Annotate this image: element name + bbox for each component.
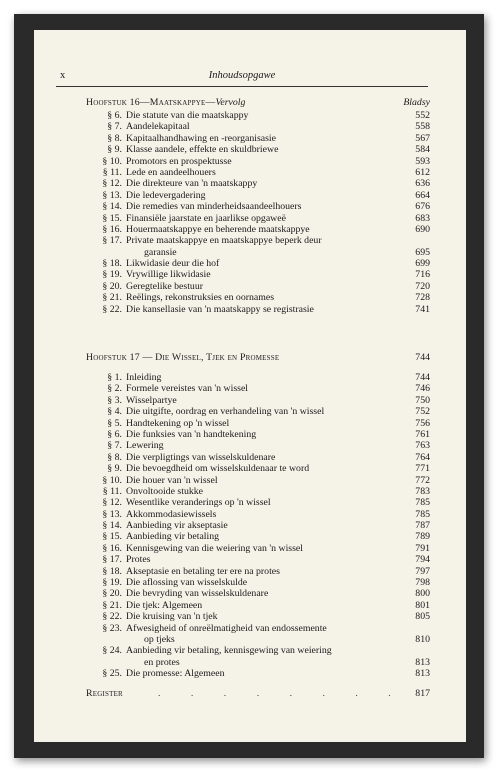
section-page: 813 <box>415 668 430 680</box>
section-number: § 13. <box>102 508 122 520</box>
chapter-17-entries <box>86 372 430 680</box>
toc-entry <box>86 121 430 132</box>
section-title: Die kruising van 'n tjek <box>126 611 218 623</box>
toc-entry <box>86 156 430 167</box>
section-number: § 14. <box>102 201 122 213</box>
section-page: 800 <box>415 588 430 600</box>
section-number: § 16. <box>102 542 122 554</box>
section-title: Akkommodasiewissels <box>126 508 217 520</box>
section-number: § 20. <box>102 588 122 600</box>
section-title: Die tjek: Algemeen <box>126 599 203 611</box>
toc-entry <box>86 110 430 121</box>
toc-entry <box>86 372 430 383</box>
section-title: Inleiding <box>126 372 162 383</box>
toc-entry <box>86 235 430 246</box>
section-page: 584 <box>415 144 430 156</box>
section-number: § 23. <box>102 622 122 634</box>
section-title: garansie <box>144 246 177 258</box>
section-number: § 4. <box>107 406 122 418</box>
toc-entry <box>86 600 430 611</box>
section-page: 746 <box>415 383 430 395</box>
section-page: 741 <box>415 303 430 315</box>
section-page: 750 <box>415 394 430 406</box>
section-number: § 12. <box>102 178 122 190</box>
running-head <box>56 72 428 87</box>
section-number: § 10. <box>102 474 122 486</box>
section-number: § 25. <box>102 668 122 680</box>
toc-entry <box>86 486 430 497</box>
toc-entry <box>86 634 430 645</box>
register-entry: Register . . . . . . . . 817 <box>86 688 430 699</box>
chapter-17-heading <box>86 352 430 363</box>
section-title: Die bevoegdheid om wisselskuldenaar te word <box>126 463 310 475</box>
section-title: Aanbieding vir akseptasie <box>126 520 228 532</box>
section-title: Wesentlike veranderings op 'n wissel <box>126 497 271 509</box>
toc-entry <box>86 190 430 201</box>
section-number: § 7. <box>107 440 122 452</box>
toc-entry <box>86 292 430 303</box>
section-title: Die direkteure van 'n maatskappy <box>126 178 258 190</box>
toc-entry <box>86 577 430 588</box>
toc-entry <box>86 395 430 406</box>
section-page: 683 <box>415 212 430 224</box>
section-page: 699 <box>415 258 430 270</box>
section-number: § 22. <box>102 611 122 623</box>
section-title: Akseptasie en betaling ter ere na protes <box>126 565 280 577</box>
toc-entry <box>86 133 430 144</box>
toc-entry <box>86 543 430 554</box>
section-title: Protes <box>126 554 151 566</box>
section-page: 567 <box>415 132 430 144</box>
section-number: § 18. <box>102 565 122 577</box>
section-page: 783 <box>415 485 430 497</box>
section-page: 664 <box>415 189 430 201</box>
toc-entry <box>86 224 430 235</box>
section-page: 771 <box>415 463 430 475</box>
section-page: 558 <box>415 121 430 133</box>
toc-entry <box>86 178 430 189</box>
section-page: 787 <box>415 520 430 532</box>
section-number: § 9. <box>107 144 122 156</box>
toc-entry <box>86 213 430 224</box>
toc-entry <box>86 304 430 315</box>
toc-entry <box>86 406 430 417</box>
section-title: Finansiële jaarstate en jaarlikse opgaweë <box>126 212 286 224</box>
toc-entry <box>86 440 430 451</box>
section-title: Die verpligtings van wisselskuldenare <box>126 451 276 463</box>
section-page: 785 <box>415 508 430 520</box>
page-title: Inhoudsopgawe <box>208 70 276 81</box>
section-title: Die kansellasie van 'n maatskappy se registrasie <box>126 303 314 315</box>
section-number: § 21. <box>102 599 122 611</box>
chapter-17-label: Hoofstuk 17 — Die Wissel, Tjek en Promesse <box>86 352 280 363</box>
toc-entry <box>86 566 430 577</box>
toc-entry <box>86 167 430 178</box>
toc-entry <box>86 258 430 269</box>
section-title: op tjeks <box>144 633 175 645</box>
section-title: Lewering <box>126 440 164 452</box>
section-number: § 19. <box>102 577 122 589</box>
toc-entry <box>86 144 430 155</box>
section-page: 810 <box>415 633 430 645</box>
section-page: 716 <box>415 269 430 281</box>
section-number: § 11. <box>102 485 122 497</box>
section-number: § 10. <box>102 155 122 167</box>
section-number: § 14. <box>102 520 122 532</box>
toc-entry <box>86 281 430 292</box>
section-page: 612 <box>415 166 430 178</box>
register-page: 817 <box>415 688 430 699</box>
toc-entry <box>86 520 430 531</box>
section-number: § 17. <box>102 235 122 247</box>
toc-entry <box>86 645 430 656</box>
page-number-roman: x <box>60 70 66 81</box>
section-page: 794 <box>415 554 430 566</box>
toc-entry <box>86 201 430 212</box>
section-title: Die houer van 'n wissel <box>126 474 218 486</box>
toc-entry <box>86 383 430 394</box>
section-page: 764 <box>415 451 430 463</box>
section-page: 636 <box>415 178 430 190</box>
toc-entry <box>86 623 430 634</box>
section-page: 789 <box>415 531 430 543</box>
chapter-16-label: Hoofstuk 16—Maatskappye— <box>86 97 216 108</box>
toc-entry <box>86 247 430 258</box>
section-number: § 8. <box>107 132 122 144</box>
section-title: Reëlings, rekonstruksies en oornames <box>126 292 275 304</box>
toc-entry <box>86 475 430 486</box>
section-page: 593 <box>415 155 430 167</box>
chapter-17-page: 744 <box>415 352 430 363</box>
section-title: Geregtelike bestuur <box>126 280 203 292</box>
section-page: 761 <box>415 428 430 440</box>
section-title: Vrywillige likwidasie <box>126 269 211 281</box>
section-title: Promotors en prospektusse <box>126 155 232 167</box>
section-page: 798 <box>415 577 430 589</box>
section-title: Houermaatskappye en beherende maatskappye <box>126 223 310 235</box>
section-title: Klasse aandele, effekte en skuldbriewe <box>126 144 279 156</box>
section-page: 763 <box>415 440 430 452</box>
toc-entry <box>86 269 430 280</box>
section-title: Die aflossing van wisselskulde <box>126 577 248 589</box>
toc-entry <box>86 497 430 508</box>
section-title: Die ledevergadering <box>126 189 206 201</box>
section-number: § 9. <box>107 463 122 475</box>
section-title: Formele vereistes van 'n wissel <box>126 383 249 395</box>
section-number: § 22. <box>102 303 122 315</box>
section-page: 552 <box>415 110 430 121</box>
section-title: Onvoltooide stukke <box>126 485 204 497</box>
toc-entry <box>86 509 430 520</box>
section-number: § 5. <box>107 417 122 429</box>
chapter-16-vervolg: Vervolg <box>215 97 246 108</box>
section-page: 801 <box>415 599 430 611</box>
toc-entry <box>86 418 430 429</box>
register-label: Register <box>86 688 123 699</box>
section-title: Handtekening op 'n wissel <box>126 417 230 429</box>
chapter-16-entries <box>86 110 430 315</box>
section-title: Die statute van die maatskappy <box>126 110 249 121</box>
section-title: Die bevryding van wisselskuldenare <box>126 588 269 600</box>
section-title: Kennisgewing van die weiering van 'n wissel <box>126 542 303 554</box>
toc-entry <box>86 657 430 668</box>
toc-entry <box>86 531 430 542</box>
section-title: Lede en aandeelhouers <box>126 166 216 178</box>
section-page: 785 <box>415 497 430 509</box>
section-number: § 2. <box>107 383 122 395</box>
section-title: Private maatskappye en maatskappye beperk deur <box>126 235 322 247</box>
section-number: § 17. <box>102 554 122 566</box>
section-number: § 1. <box>107 372 122 383</box>
section-title: Die uitgifte, oordrag en verhandeling van 'n wissel <box>126 406 325 418</box>
section-page: 690 <box>415 223 430 235</box>
section-title: Die promesse: Algemeen <box>126 668 225 680</box>
section-page: 756 <box>415 417 430 429</box>
section-number: § 13. <box>102 189 122 201</box>
toc-entry <box>86 429 430 440</box>
section-page: 744 <box>415 372 430 383</box>
section-page: 728 <box>415 292 430 304</box>
section-title: Aanbieding vir betaling, kennisgewing van weiering <box>126 645 332 657</box>
toc-entry <box>86 588 430 599</box>
section-number: § 24. <box>102 645 122 657</box>
section-number: § 19. <box>102 269 122 281</box>
section-page: 676 <box>415 201 430 213</box>
toc-entry <box>86 463 430 474</box>
section-page: 752 <box>415 406 430 418</box>
section-number: § 6. <box>107 110 122 121</box>
section-number: § 15. <box>102 531 122 543</box>
section-number: § 15. <box>102 212 122 224</box>
section-number: § 21. <box>102 292 122 304</box>
section-title: Die remedies van minderheidsaandeelhouers <box>126 201 302 213</box>
section-page: 772 <box>415 474 430 486</box>
section-title: Likwidasie deur die hof <box>126 258 220 270</box>
section-page: 813 <box>415 656 430 668</box>
chapter-16-heading <box>86 97 430 108</box>
section-title: Wisselpartye <box>126 394 177 406</box>
section-number: § 11. <box>102 166 122 178</box>
section-title: Aandelekapitaal <box>126 121 190 133</box>
toc-entry <box>86 554 430 565</box>
section-page: 720 <box>415 280 430 292</box>
section-number: § 20. <box>102 280 122 292</box>
section-page: 797 <box>415 565 430 577</box>
toc-entry <box>86 611 430 622</box>
section-number: § 6. <box>107 428 122 440</box>
section-number: § 18. <box>102 258 122 270</box>
section-title: Kapitaalhandhawing en -reorganisasie <box>126 132 276 144</box>
section-number: § 12. <box>102 497 122 509</box>
section-page: 695 <box>415 246 430 258</box>
section-title: en protes <box>144 656 180 668</box>
toc-entry <box>86 668 430 679</box>
section-page: 791 <box>415 542 430 554</box>
section-page: 805 <box>415 611 430 623</box>
section-number: § 3. <box>107 394 122 406</box>
toc-entry <box>86 452 430 463</box>
section-title: Afwesigheid of onreëlmatigheid van endossemente <box>126 622 327 634</box>
section-title: Aanbieding vir betaling <box>126 531 220 543</box>
bladsy-column-header: Bladsy <box>403 97 430 108</box>
section-number: § 7. <box>107 121 122 133</box>
section-title: Die funksies van 'n handtekening <box>126 428 257 440</box>
section-number: § 16. <box>102 223 122 235</box>
section-number: § 8. <box>107 451 122 463</box>
